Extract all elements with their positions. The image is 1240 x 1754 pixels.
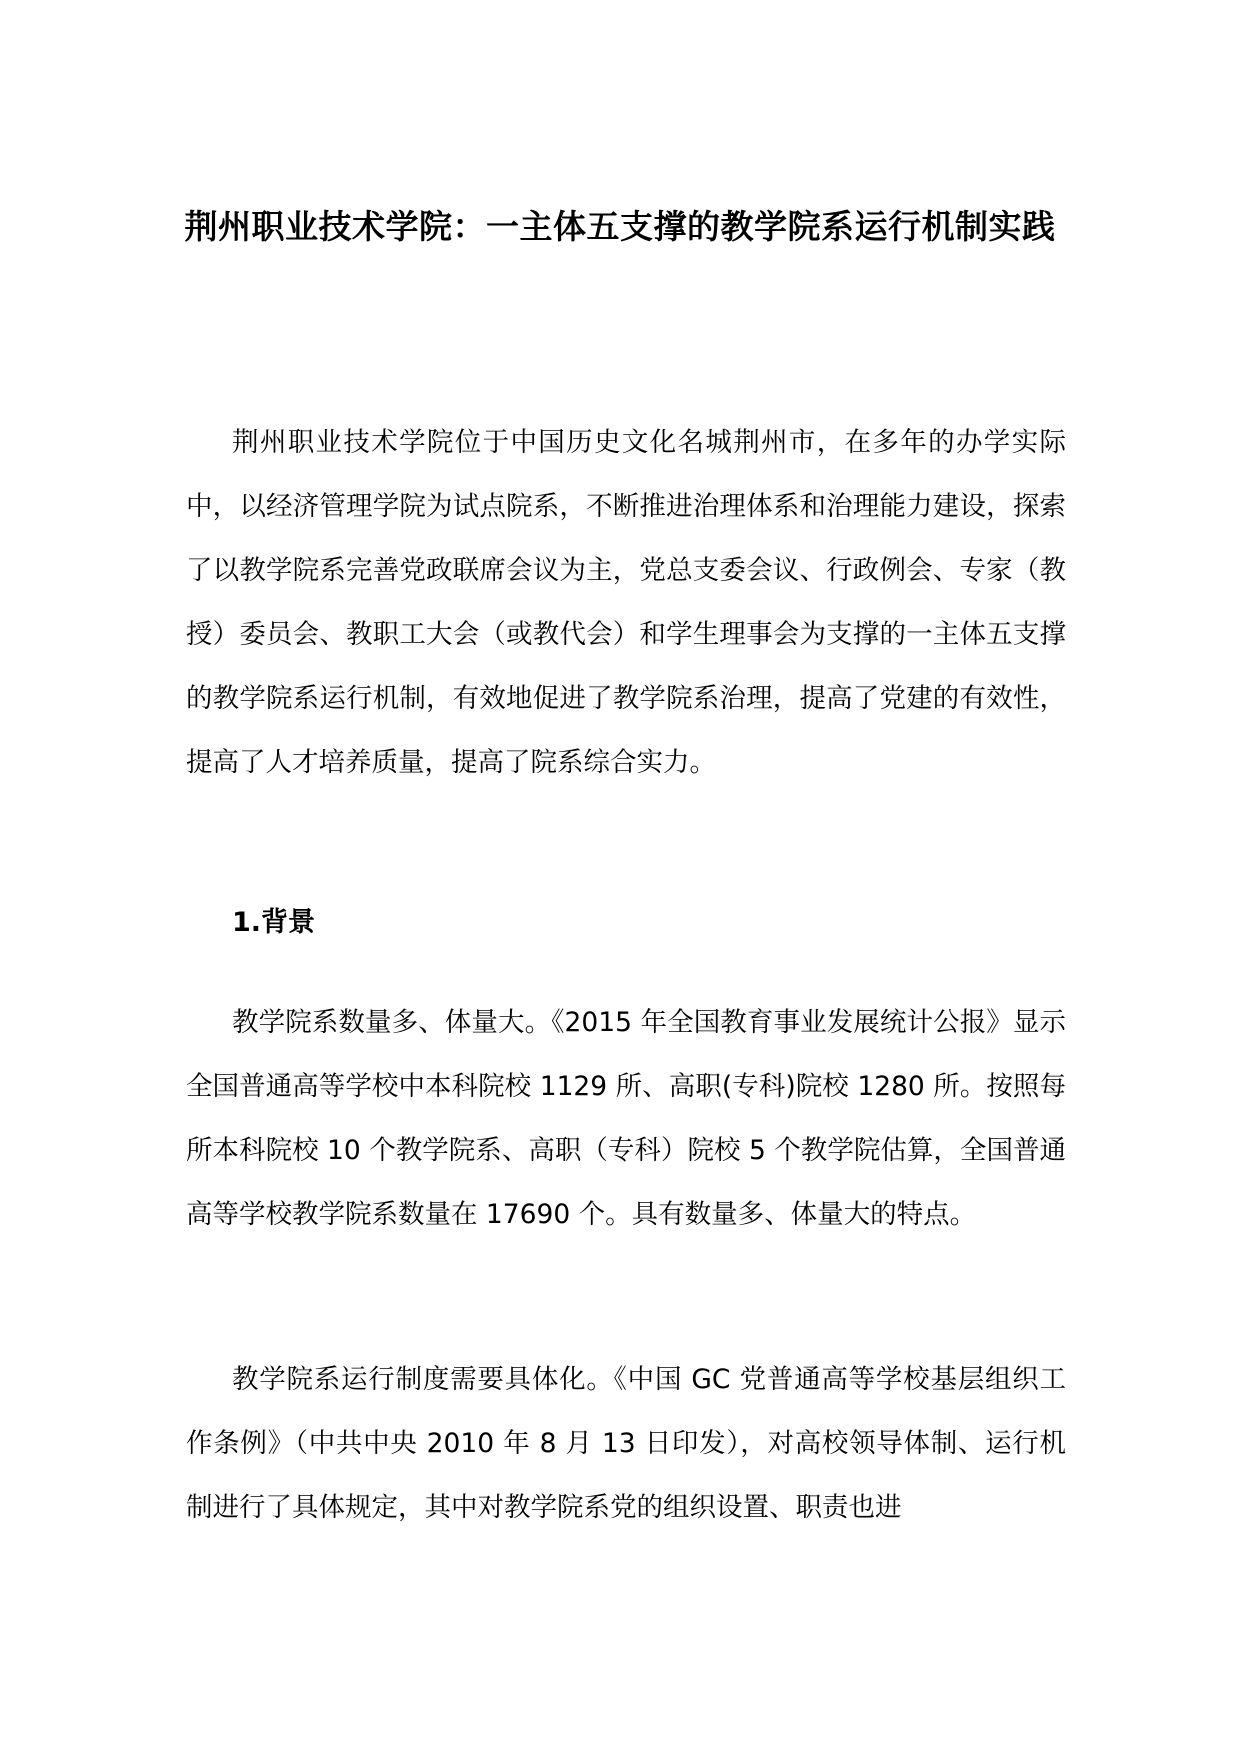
- background-paragraph-1: 教学院系数量多、体量大。《2015 年全国教育事业发展统计公报》显示全国普通高等学校中本科院校 1129 所、高职(专科)院校 1280 所。按照每所本科院校 10 个教学院系、高职（专科）院校 5 个教学院估算，全国普通高等学校教学院系数量在 17690 个。具有数量多、体量大的特点。: [186, 1007, 1066, 1230]
- document-title: 荆州职业技术学院：一主体五支撑的教学院系运行机制实践: [184, 207, 1056, 246]
- background-paragraph-2: 教学院系运行制度需要具体化。《中国 GC 党普通高等学校基层组织工作条例》（中共中央 2010 年 8 月 13 日印发），对高校领导体制、运行机制进行了具体规定，其中对教学院系党的组织设置、职责也进: [186, 1364, 1066, 1523]
- intro-paragraph: 荆州职业技术学院位于中国历史文化名城荆州市，在多年的办学实际中，以经济管理学院为试点院系，不断推进治理体系和治理能力建设，探索了以教学院系完善党政联席会议为主，党总支委会议、行政例会、专家（教授）委员会、教职工大会（或教代会）和学生理事会为支撑的一主体五支撑的教学院系运行机制，有效地促进了教学院系治理，提高了党建的有效性，提高了人才培养质量，提高了院系综合实力。: [186, 427, 1066, 778]
- section-heading-background: 1.背景: [232, 907, 316, 938]
